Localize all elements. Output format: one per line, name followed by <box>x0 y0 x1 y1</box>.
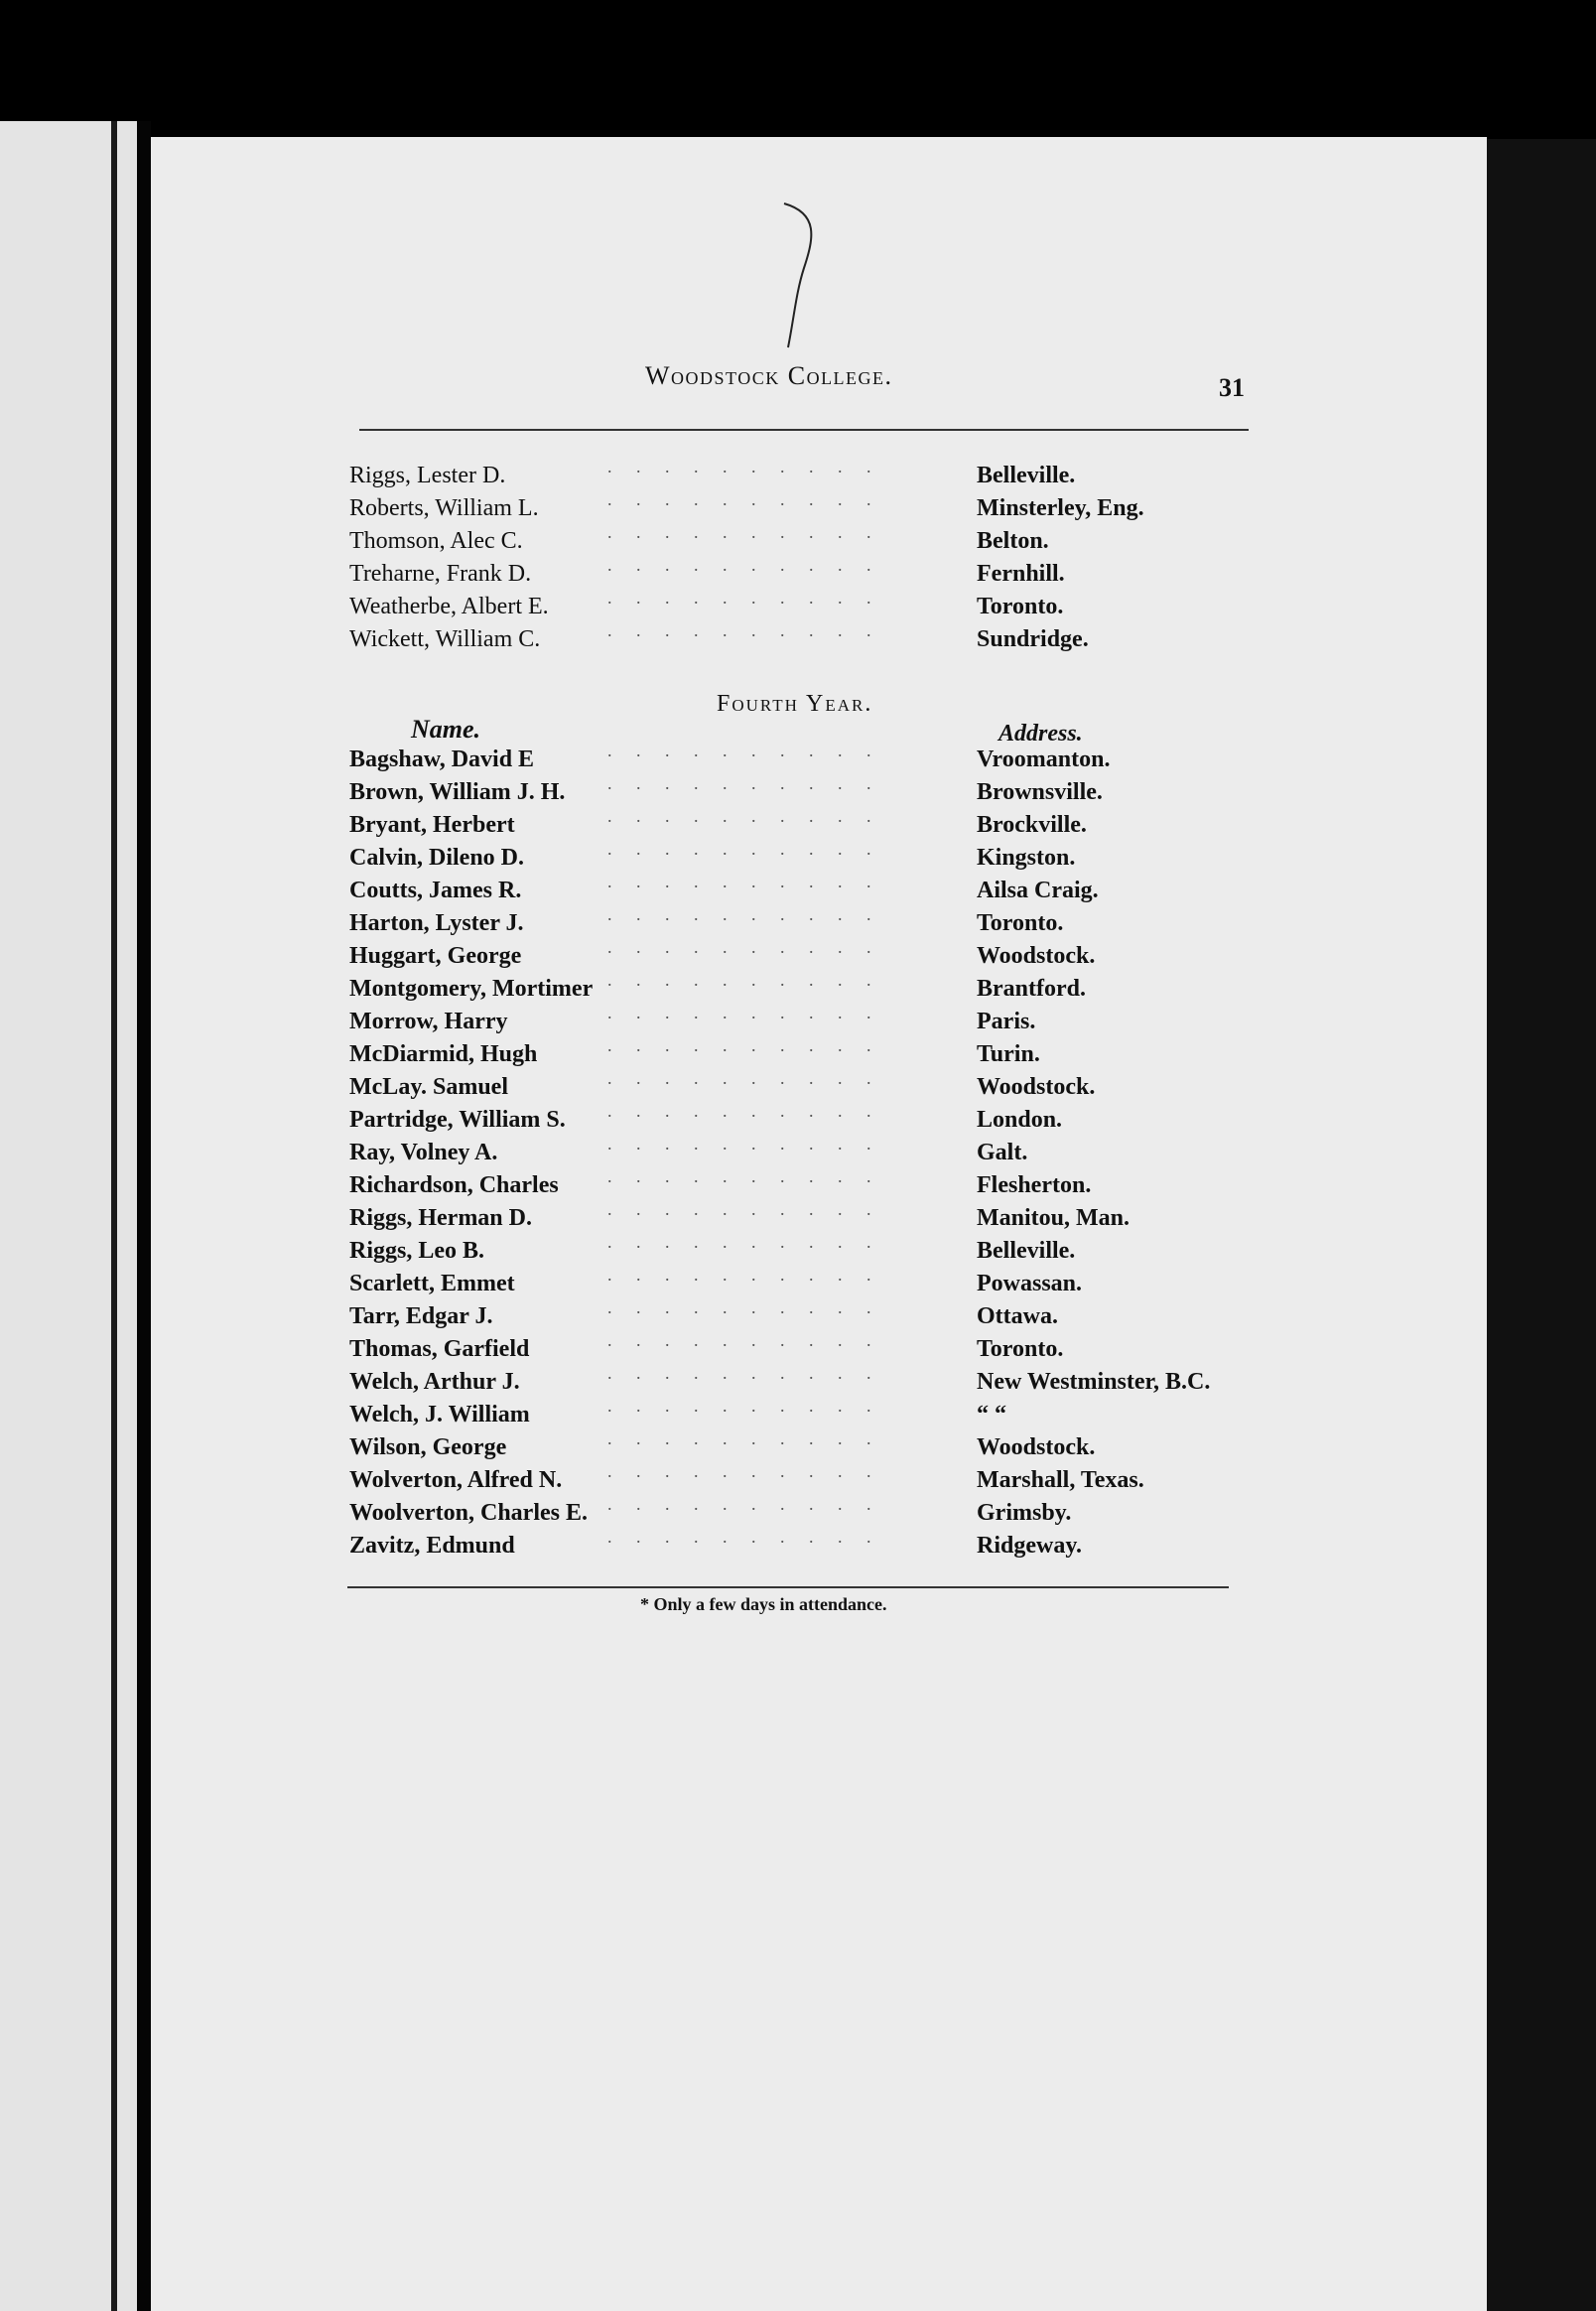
student-list-continued <box>349 457 1263 659</box>
student-name: Welch, Arthur J. <box>349 1369 520 1395</box>
dot-leader: . . . . . . . . . . <box>607 457 881 476</box>
dot-leader: . . . . . . . . . . <box>607 1297 881 1317</box>
student-name: Morrow, Harry <box>349 1009 508 1034</box>
facing-page-edge <box>0 121 137 2311</box>
dot-leader: . . . . . . . . . . <box>607 741 881 760</box>
student-address: Vroomanton. <box>977 747 1111 772</box>
dot-leader: . . . . . . . . . . <box>607 1134 881 1154</box>
student-name: Ray, Volney A. <box>349 1140 498 1165</box>
scan-margin <box>1487 139 1596 2311</box>
student-name: Coutts, James R. <box>349 878 522 903</box>
student-name: Thomson, Alec C. <box>349 528 523 554</box>
student-name: Welch, J. William <box>349 1402 530 1427</box>
address-column-label: Address. <box>998 721 1083 747</box>
dot-leader: . . . . . . . . . . <box>607 1003 881 1022</box>
dot-leader: . . . . . . . . . . <box>607 1199 881 1219</box>
student-address: Brantford. <box>977 976 1086 1002</box>
student-name: McDiarmid, Hugh <box>349 1041 538 1067</box>
footnote: * Only a few days in attendance. <box>640 1594 887 1614</box>
student-name: Woolverton, Charles E. <box>349 1500 588 1526</box>
student-address: Sundridge. <box>977 626 1089 652</box>
student-address: Kingston. <box>977 845 1076 871</box>
dot-leader: . . . . . . . . . . <box>607 970 881 990</box>
student-address: Woodstock. <box>977 943 1096 969</box>
student-name: Weatherbe, Albert E. <box>349 594 549 619</box>
dot-leader: . . . . . . . . . . <box>607 773 881 793</box>
list-item <box>349 620 1263 659</box>
dot-leader: . . . . . . . . . . <box>607 1396 881 1416</box>
dot-leader: . . . . . . . . . . <box>607 522 881 542</box>
student-name: Riggs, Lester D. <box>349 463 506 488</box>
student-name: Wolverton, Alfred N. <box>349 1467 563 1493</box>
student-address: Paris. <box>977 1009 1036 1034</box>
student-name: Riggs, Leo B. <box>349 1238 485 1264</box>
pencil-bracket-mark <box>774 199 834 357</box>
student-address: Toronto. <box>977 594 1064 619</box>
student-address: Woodstock. <box>977 1074 1096 1100</box>
student-name: Huggart, George <box>349 943 522 969</box>
student-address: Belleville. <box>977 463 1076 488</box>
page-number: 31 <box>1219 373 1245 402</box>
dot-leader: . . . . . . . . . . <box>607 620 881 640</box>
student-address: Woodstock. <box>977 1434 1096 1460</box>
student-name: Bagshaw, David E <box>349 747 535 772</box>
student-name: Harton, Lyster J. <box>349 910 524 936</box>
student-name: Calvin, Dileno D. <box>349 845 525 871</box>
dot-leader: . . . . . . . . . . <box>607 555 881 575</box>
dot-leader: . . . . . . . . . . <box>607 489 881 509</box>
dot-leader: . . . . . . . . . . <box>607 1461 881 1481</box>
dot-leader: . . . . . . . . . . <box>607 839 881 859</box>
student-name: Scarlett, Emmet <box>349 1271 515 1296</box>
list-item <box>349 1527 1263 1565</box>
page-fold-shadow <box>111 121 117 2311</box>
student-address: Brockville. <box>977 812 1087 838</box>
student-name: Thomas, Garfield <box>349 1336 530 1362</box>
student-address: Marshall, Texas. <box>977 1467 1144 1493</box>
student-address: London. <box>977 1107 1063 1133</box>
dot-leader: . . . . . . . . . . <box>607 1428 881 1448</box>
running-head: Woodstock College. <box>645 361 893 390</box>
dot-leader: . . . . . . . . . . <box>607 1035 881 1055</box>
dot-leader: . . . . . . . . . . <box>607 872 881 891</box>
dot-leader: . . . . . . . . . . <box>607 588 881 608</box>
student-address: Ailsa Craig. <box>977 878 1099 903</box>
dot-leader: . . . . . . . . . . <box>607 1527 881 1547</box>
dot-leader: . . . . . . . . . . <box>607 806 881 826</box>
student-address: Belton. <box>977 528 1049 554</box>
student-address: Fernhill. <box>977 561 1065 587</box>
dot-leader: . . . . . . . . . . <box>607 904 881 924</box>
fourth-year-list <box>349 741 1263 1565</box>
student-address: Toronto. <box>977 1336 1064 1362</box>
dot-leader: . . . . . . . . . . <box>607 1494 881 1514</box>
student-name: Tarr, Edgar J. <box>349 1303 493 1329</box>
student-name: Treharne, Frank D. <box>349 561 532 587</box>
dot-leader: . . . . . . . . . . <box>607 1265 881 1285</box>
student-address: Minsterley, Eng. <box>977 495 1144 521</box>
student-name: Zavitz, Edmund <box>349 1533 515 1559</box>
student-address: Galt. <box>977 1140 1028 1165</box>
student-address: Belleville. <box>977 1238 1076 1264</box>
student-address: New Westminster, B.C. <box>977 1369 1211 1395</box>
student-address: Powassan. <box>977 1271 1083 1296</box>
student-name: Brown, William J. H. <box>349 779 566 805</box>
student-name: Roberts, William L. <box>349 495 539 521</box>
dot-leader: . . . . . . . . . . <box>607 1068 881 1088</box>
student-name: Partridge, William S. <box>349 1107 566 1133</box>
student-address: Ridgeway. <box>977 1533 1083 1559</box>
student-address: Turin. <box>977 1041 1040 1067</box>
student-address: Ottawa. <box>977 1303 1058 1329</box>
dot-leader: . . . . . . . . . . <box>607 1363 881 1383</box>
footer-rule <box>347 1586 1229 1588</box>
dot-leader: . . . . . . . . . . <box>607 1166 881 1186</box>
student-name: Bryant, Herbert <box>349 812 515 838</box>
dot-leader: . . . . . . . . . . <box>607 1330 881 1350</box>
student-name: Wilson, George <box>349 1434 507 1460</box>
student-name: McLay. Samuel <box>349 1074 508 1100</box>
student-address: Toronto. <box>977 910 1064 936</box>
student-address: Grimsby. <box>977 1500 1072 1526</box>
dot-leader: . . . . . . . . . . <box>607 1232 881 1252</box>
student-name: Riggs, Herman D. <box>349 1205 532 1231</box>
dot-leader: . . . . . . . . . . <box>607 1101 881 1121</box>
student-address: Brownsville. <box>977 779 1103 805</box>
student-name: Richardson, Charles <box>349 1172 559 1198</box>
header-rule <box>359 429 1249 431</box>
student-name: Montgomery, Mortimer <box>349 976 594 1002</box>
dot-leader: . . . . . . . . . . <box>607 937 881 957</box>
student-address: Flesherton. <box>977 1172 1092 1198</box>
book-gutter <box>137 121 151 2311</box>
student-address: Manitou, Man. <box>977 1205 1130 1231</box>
student-name: Wickett, William C. <box>349 626 541 652</box>
student-address: “ “ <box>977 1402 1006 1427</box>
section-heading: Fourth Year. <box>717 691 873 717</box>
name-column-label: Name. <box>411 715 481 744</box>
